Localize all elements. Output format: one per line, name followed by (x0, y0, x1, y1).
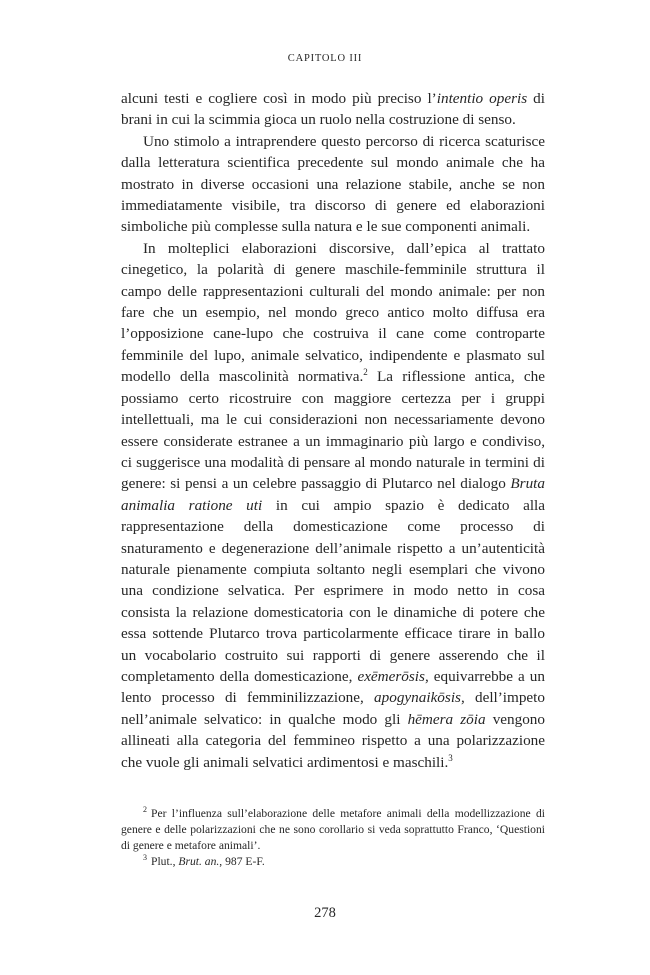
paragraph-3 (121, 238, 545, 773)
main-text (121, 88, 545, 773)
footnote-text: Per l’influenza sull’elaborazione delle metafore animali della modellizzazione di genere e delle polarizzazioni che ne sono corollario si veda soprattutto Franco, ‘Questioni di genere e metafore animali’. (121, 807, 545, 852)
footnote-text: Plut., (151, 855, 179, 868)
footnote-reference[interactable]: 2 (363, 367, 368, 378)
text-run: vengono allineati alla categoria del femmineo rispetto a una polarizzazione che vuole gli animali selvatici ardimentosi e maschili. (121, 710, 545, 771)
text-run: Uno stimolo a intraprendere questo percorso di ricerca scaturisce dalla letteratura scientifica precedente sul mondo animale che ha mostrato in diverse occasioni una relazione stabile, anche se non immediatamente visibile, tra discorso di genere ed elaborazioni simboliche più complesse sulla natura e le sue componenti animali. (121, 132, 545, 236)
footnote-text: , 987 E-F. (219, 855, 265, 868)
italic-term: intentio operis (436, 90, 528, 107)
footnote-3 (121, 854, 545, 870)
footnote-2 (121, 806, 545, 854)
text-run: In molteplici elaborazioni discorsive, dall’epica al trattato cinegetico, la polarità di genere maschile-femminile struttura il campo delle rappresentazioni culturali del mondo animale: per non fare che un esempio, nel mondo greco antico molto diffusa era l’opposizione cane-lupo che costruiva il cane come controparte femminile del lupo, animale selvatico, indipendente e plasmato sul modello della mascolinità normativa. (121, 239, 545, 386)
paragraph-2 (121, 131, 545, 238)
text-run: di brani in cui la scimmia gioca un ruolo nella costruzione di senso. (121, 90, 545, 129)
footnotes (121, 806, 545, 870)
paragraph-1 (121, 88, 545, 131)
text-run: , dell’impeto nell’animale selvatico: in qualche modo gli (121, 689, 545, 728)
italic-title: Brut. an. (178, 855, 220, 868)
footnote-reference[interactable]: 3 (448, 752, 453, 763)
footnote-number: 3 (143, 853, 147, 863)
text-run: , equivarrebbe a un lento processo di femminilizzazione, (121, 667, 545, 707)
italic-title: Bruta animalia ratione uti (121, 475, 545, 514)
running-head: CAPITOLO III (287, 53, 363, 64)
text-run: alcuni testi e cogliere così in modo più preciso l’ (121, 90, 437, 107)
page-number: 278 (314, 905, 336, 921)
italic-term: exēmerōsis (357, 667, 425, 685)
text-run: La riflessione antica, che possiamo certo ricostruire con maggiore certezza per i gruppi intellettuali, ma le cui considerazioni non necessariamente devono essere considerate estranee a un immaginario più largo e condiviso, ci suggerisce una modalità di pensare al mondo naturale in termini di genere: si pensi a un celebre passaggio di Plutarco nel dialogo (121, 368, 545, 493)
italic-term: hēmera zōia (407, 710, 486, 728)
text-run: in cui ampio spazio è dedicato alla rappresentazione della domesticazione come processo di snaturamento e degenerazione dell’animale rispetto a un’autenticità naturale pienamente compiuta soltanto negli esemplari che vivono una condizione selvatica. Per esprimere in modo netto in cosa consista la relazione domesticatoria con le dinamiche di potere che essa sottende Plutarco trova particolarmente efficace tirare in ballo un vocabolario costruito sui rapporti di genere asserendo che il completamento della domesticazione, (121, 496, 546, 685)
footnote-number: 2 (143, 805, 147, 815)
italic-term: apogynaikōsis (374, 689, 461, 707)
